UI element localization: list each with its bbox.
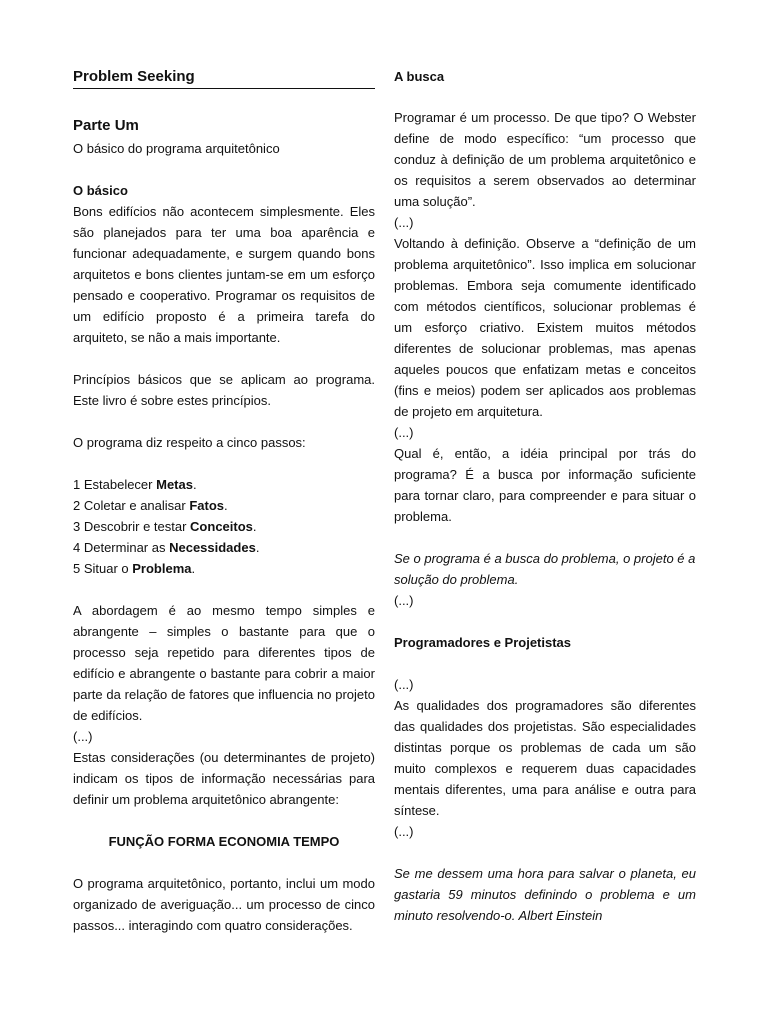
considerations-paragraph: Estas considerações (ou determinantes de projeto) indicam os tipos de informação necessárias para definir um problema arquitetônico abrangente:: [73, 750, 375, 807]
step-item: [73, 537, 375, 558]
step-text: 3 Descobrir e testar: [73, 519, 191, 534]
step-keyword: Metas: [156, 477, 193, 492]
steps-intro: O programa diz respeito a cinco passos:: [73, 435, 306, 450]
step-item: [73, 558, 375, 579]
step-suffix: .: [255, 540, 260, 555]
basics-heading: O básico: [73, 183, 128, 198]
search-paragraph: Programar é um processo. De que tipo? O Webster define de modo específico: “um processo que conduz à definição de um problema arquitetônico e os requisitos a serem observados ao determinar uma solução”.: [394, 110, 696, 209]
ellipsis: (...): [394, 824, 414, 839]
definition-paragraph: Voltando à definição. Observe a “definição de um problema arquitetônico”. Isso implica em solucionar problemas. Embora seja comumente identificado com métodos científicos, solucionar problemas é um esforço criativo. Existem muitos métodos diferentes de solucionar problemas, mas apenas aqueles poucos que enfatizam metas e conceitos (fins e meios) podem ser aplicados aos problemas de projeto em arquitetura.: [394, 236, 696, 419]
principles-paragraph: Princípios básicos que se aplicam ao programa. Este livro é sobre estes princípios.: [73, 372, 375, 408]
step-keyword: Fatos: [189, 498, 225, 513]
step-keyword: Problema: [132, 561, 192, 576]
einstein-quote: Se me dessem uma hora para salvar o planeta, eu gastaria 59 minutos definindo o problema e um minuto resolvendo-o. Albert Einstein: [394, 866, 696, 923]
search-heading: A busca: [394, 69, 445, 84]
part-heading: Parte Um: [73, 117, 139, 134]
document-title: Problem Seeking: [73, 67, 375, 89]
part-subtitle: O básico do programa arquitetônico: [73, 141, 280, 156]
ellipsis: (...): [394, 593, 414, 608]
qualities-paragraph: As qualidades dos programadores são diferentes das qualidades dos projetistas. São especialidades distintas porque os problemas de cada um são muito complexos e requerem duas capacidades mentais diferentes, uma para análise e outra para síntese.: [394, 698, 696, 818]
step-item: [73, 474, 375, 495]
programmers-heading: Programadores e Projetistas: [394, 635, 572, 650]
step-suffix: .: [191, 561, 196, 576]
basics-paragraph: Bons edifícios não acontecem simplesmente. Eles são planejados para ter uma boa aparência e funcionar adequadamente, e surgem quando bons arquitetos e bons clientes juntam-se em um esforço pensado e cooperativo. Programar os requisitos de um edifício proposto é a primeira tarefa do arquiteto, se não a mais importante.: [73, 204, 375, 345]
step-text: 4 Determinar as: [73, 540, 170, 555]
step-suffix: .: [252, 519, 257, 534]
step-suffix: .: [192, 477, 197, 492]
approach-paragraph: A abordagem é ao mesmo tempo simples e abrangente – simples o bastante para que o processo seja repetido para diferentes tipos de edifício e abrangente o bastante para cobrir a maior parte da relação de fatores que influencia no projeto de edifícios.: [73, 603, 375, 723]
considerations-list: FUNÇÃO FORMA ECONOMIA TEMPO: [108, 834, 340, 849]
step-text: 1 Estabelecer: [73, 477, 157, 492]
ellipsis: (...): [394, 677, 414, 692]
main-idea-paragraph: Qual é, então, a idéia principal por trás do programa? É a busca por informação suficiente para tornar claro, para compreender e para situar o problema.: [394, 446, 696, 524]
step-keyword: Conceitos: [190, 519, 253, 534]
step-item: [73, 516, 375, 537]
ellipsis: (...): [394, 425, 414, 440]
italic-quote: Se o programa é a busca do problema, o projeto é a solução do problema.: [394, 551, 696, 587]
step-item: [73, 495, 375, 516]
final-paragraph: O programa arquitetônico, portanto, inclui um modo organizado de averiguação... um processo de cinco passos... interagindo com quatro considerações.: [73, 876, 375, 933]
step-text: 5 Situar o: [73, 561, 133, 576]
ellipsis: (...): [394, 215, 414, 230]
step-text: 2 Coletar e analisar: [73, 498, 190, 513]
ellipsis: (...): [73, 729, 93, 744]
step-keyword: Necessidades: [169, 540, 256, 555]
step-suffix: .: [224, 498, 228, 513]
